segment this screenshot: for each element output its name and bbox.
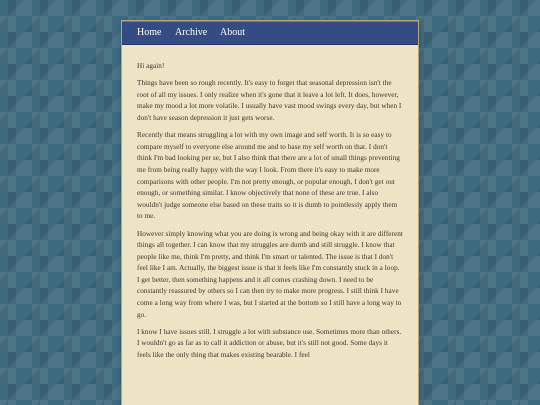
- top-navigation-bar: [122, 21, 418, 45]
- nav-link-home[interactable]: Home: [137, 27, 162, 38]
- post-paragraph-3: However simply knowing what you are doing is wrong and being okay with it are different things all together. I can know that my struggles are dumb and still struggle. I know that people like me, think I'm pretty, and think I'm smart or talented. The issue is that I don't feel like I am. Actually, the biggest issue is that it feels like I'm constantly stuck in a loop. I get better, then something happens and it all comes crashing down. I need to be constantly reassured by others so I can then try to make more progress. I still think I have come a long way from where I was, but I started at the bottom so I still have a long way to go.: [137, 229, 403, 319]
- post-greeting: Hi again!: [137, 62, 165, 70]
- nav-link-about[interactable]: About: [220, 27, 245, 38]
- post-paragraph-1: Things have been so rough recently. It's easy to forget that seasonal depression isn't the root of all my issues. I only realize when it's gone that it leave a lot left. It does, however, make my mood a lot more volatile. I usually have vast mood swings every day, but when I don't have season depression it just gets worse.: [137, 79, 402, 122]
- blog-post-content: [137, 61, 403, 367]
- nav-link-archive[interactable]: Archive: [175, 27, 208, 38]
- post-paragraph-4: I know I have issues still. I struggle a lot with substance use. Sometimes more than others. I wouldn't go as far as to call it addiction or abuse, but it's still not good. Some days it feels like the only thing that makes existing bearable. I feel: [137, 327, 402, 360]
- post-paragraph-2: Recently that means struggling a lot with my own image and self worth. It is so easy to compare myself to everyone else around me and to base my self worth on that. I don't think I'm bad looking per se, but I also think that there are a lot of small things preventing me from being really happy with the way I look. From there it's easy to make more comparisons with other people. I'm not pretty enough, or popular enough, I don't get out enough, or something similar. I know objectively that none of these are true. I also wouldn't judge someone else based on these traits so it is dumb to pointlessly apply them to me.: [137, 131, 400, 221]
- blog-page: [122, 21, 418, 405]
